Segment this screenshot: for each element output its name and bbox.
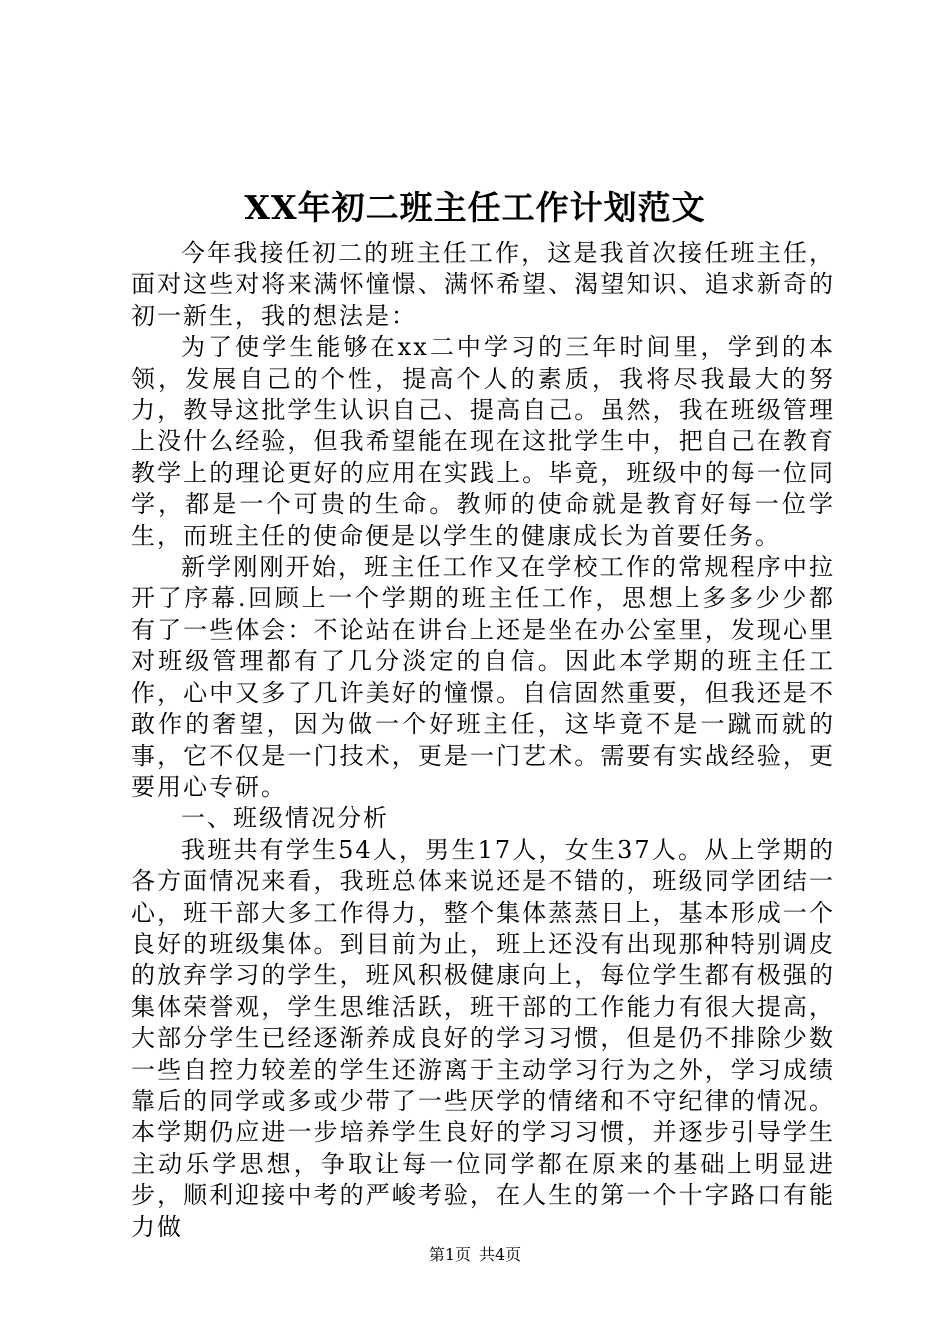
page-footer: [0, 1244, 950, 1266]
paragraph-class-analysis: 我班共有学生54人，男生17人，女生37人。从上学期的各方面情况来看，我班总体来说还是不错的，班级同学团结一心，班干部大多工作得力，整个集体蒸蒸日上，基本形成一个良好的班级集体。到目前为止，班上还没有出现那种特别调皮的放弃学习的学生，班风积极健康向上，每位学生都有极强的集体荣誉观，学生思维活跃，班干部的工作能力有很大提高，大部分学生已经逐渐养成良好的学习习惯，但是仍不排除少数一些自控力较差的学生还游离于主动学习行为之外，学习成绩靠后的同学或多或少带了一些厌学的情绪和不守纪律的情况。本学期仍应进一步培养学生良好的学习习惯，并逐步引导学生主动乐学思想，争取让每一位同学都在原来的基础上明显进步，顺利迎接中考的严峻考验，在人生的第一个十字路口有能力做: [131, 835, 835, 1241]
paragraph-goals: 为了使学生能够在xx二中学习的三年时间里，学到的本领，发展自己的个性，提高个人的素质，我将尽我最大的努力，教导这批学生认识自己、提高自己。虽然，我在班级管理上没什么经验，但我希望能在现在这批学生中，把自己在教育教学上的理论更好的应用在实践上。毕竟，班级中的每一位同学，都是一个可贵的生命。教师的使命就是教育好每一位学生，而班主任的使命便是以学生的健康成长为首要任务。: [131, 333, 835, 550]
paragraph-intro: 今年我接任初二的班主任工作，这是我首次接任班主任，面对这些对将来满怀憧憬、满怀希望、渴望知识、追求新奇的初一新生，我的想法是：: [131, 239, 835, 330]
paragraph-new-term: 新学刚刚开始，班主任工作又在学校工作的常规程序中拉开了序幕.回顾上一个学期的班主任工作，思想上多多少少都有了一些体会：不论站在讲台上还是坐在办公室里，发现心里对班级管理都有了几分淡定的自信。因此本学期的班主任工作，心中又多了几许美好的憧憬。自信固然重要，但我还是不敢作的奢望，因为做一个好班主任，这毕竟不是一蹴而就的事，它不仅是一门技术，更是一门艺术。需要有实战经验，更要用心专研。: [131, 553, 835, 801]
section-heading-class-analysis: 一、班级情况分析: [181, 804, 389, 833]
page-number: 第1页: [428, 1245, 471, 1264]
document-body: [131, 238, 835, 1243]
document-title: XX年初二班主任工作计划范文: [244, 188, 706, 227]
page-total: 共4页: [479, 1245, 522, 1264]
